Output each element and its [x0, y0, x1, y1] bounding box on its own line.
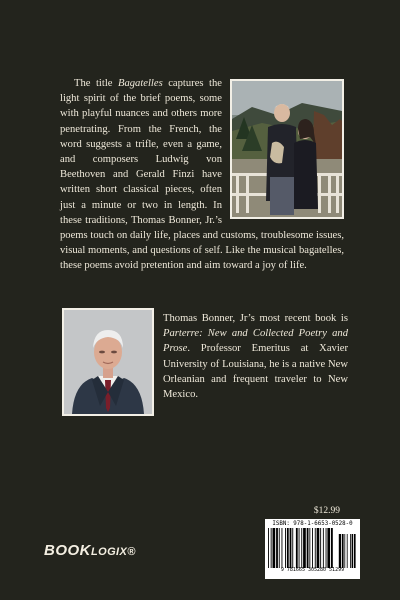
author-photo-image [64, 310, 152, 414]
bio-text: . Professor Emeritus at Xavier University of Louisiana, he is a native New Orleanian and frequent traveler to New Mexico. [163, 343, 348, 401]
publisher-main: BOOK [44, 542, 91, 559]
author-bio [163, 311, 348, 402]
isbn-barcode [265, 519, 360, 579]
publisher-tail: LOGIX [91, 546, 128, 558]
bio-intro: Thomas Bonner, Jr’s most recent book is [163, 313, 348, 324]
registered-mark: ® [127, 546, 136, 558]
barcode-digits [268, 567, 357, 573]
isbn-label: ISBN: 978-1-6653-0528-0 [272, 521, 353, 527]
book-title: Bagatelles [117, 78, 163, 89]
blurb-intro: The title [74, 78, 118, 89]
recent-book-title: Parterre: New and Collected Poetry and Prose [163, 328, 348, 355]
couple-photo [230, 79, 344, 219]
barcode-bars [268, 528, 357, 568]
blurb-text: captures the light spirit of the brief poems, some with playful nuances and others more penetrating. From the French, the word suggests a trifle, even a game, and composers Ludwig von Beethoven and Gerald Finzi have written short classical pieces, often just a minute or two in length. In these traditions, Thomas Bonner, Jr.’s poems touch on daily life, places and customs, troublesome issues, visual moments, and questions of self. Like the musical bagatelles, these poems avoid pretention and aim toward a joy of life. [60, 78, 344, 272]
barcode-addon-text: 51299 [329, 567, 345, 573]
price-label: $12.99 [313, 506, 340, 516]
couple-photo-image [232, 81, 342, 217]
author-photo [62, 308, 154, 416]
publisher-logo [44, 542, 136, 559]
barcode-digits-text: 9 781665 305280 [280, 567, 327, 573]
book-description [60, 76, 344, 274]
